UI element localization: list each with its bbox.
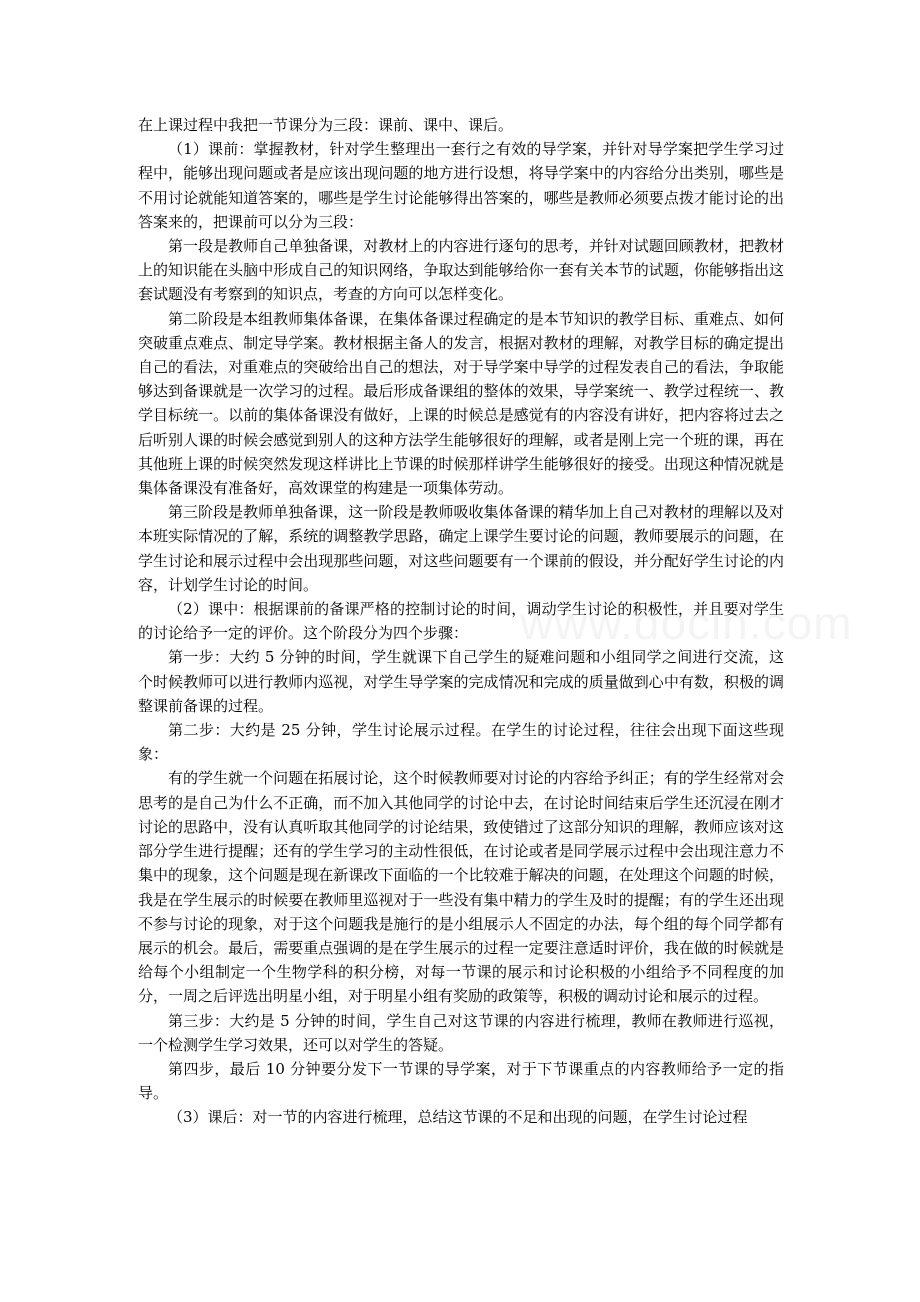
paragraph-intro: 在上课过程中我把一节课分为三段：课前、课中、课后。 bbox=[138, 116, 514, 134]
paragraph-stage-three: 第三阶段是教师单独备课，这一阶段是教师吸收集体备课的精华加上自己对教材的理解以及对本班实际情况的了解，系统的调整教学思路，确定上课学生要讨论的问题，教师要展示的问题，在学生讨论和展示过程中会出现那些问题，对这些问题要有一个课前的假设，并分配好学生讨论的内容，计划学生讨论的时间。 bbox=[138, 503, 784, 594]
paragraph-step-four: 第四步，最后 10 分钟要分发下一节课的导学案，对于下节课重点的内容教师给予一定的指导。 bbox=[138, 1059, 784, 1103]
paragraph-step-one: 第一步：大约 5 分钟的时间，学生就课下自己学生的疑难问题和小组同学之间进行交流，这个时候教师可以进行教师内巡视，对学生导学案的完成情况和完成的质量做到心中有数，积极的调整课前备课的过程。 bbox=[138, 648, 784, 715]
paragraph-step-three: 第三步：大约是 5 分钟的时间，学生自己对这节课的内容进行梳理，教师在教师进行巡视，一个检测学生学习效果，还可以对学生的答疑。 bbox=[138, 1011, 784, 1054]
paragraph-discussion-issues: 有的学生就一个问题在拓展讨论，这个时候教师要对讨论的内容给予纠正；有的学生经常对会思考的是自己为什么不正确，而不加入其他同学的讨论中去，在讨论时间结束后学生还沉浸在刚才讨论的思路中，没有认真听取其他同学的讨论结果，致使错过了这部分知识的理解，教师应该对这部分学生进行提醒；还有的学生学习的主动性很低，在讨论或者是同学展示过程中会出现注意力不集中的现象，这个问题是现在新课改下面临的一个比较难于解决的问题，在处理这个问题的时候，我是在学生展示的时候要在教师里巡视对于一些没有集中精力的学生及时的提醒；有的学生还出现不参与讨论的现象，对于这个问题我是施行的是小组展示人不固定的办法，每个组的每个同学都有展示的机会。最后，需要重点强调的是在学生展示的过程一定要注意适时评价，我在做的时候就是给每个小组制定一个生物学科的积分榜，对每一节课的展示和讨论积极的小组给予不同程度的加分，一周之后评选出明星小组，对于明星小组有奖励的政策等，积极的调动讨论和展示的过程。 bbox=[138, 769, 784, 1006]
document-body bbox=[138, 113, 784, 1130]
paragraph-stage-one: 第一段是教师自己单独备课，对教材上的内容进行逐句的思考，并针对试题回顾教材，把教材上的知识能在头脑中形成自己的知识网络，争取达到能够给你一套有关本节的试题，你能够指出这套试题没有考察到的知识点，考查的方向可以怎样变化。 bbox=[138, 237, 784, 304]
paragraph-step-two: 第二步：大约是 25 分钟，学生讨论展示过程。在学生的讨论过程，往往会出现下面这些现象： bbox=[138, 721, 784, 764]
paragraph-during-class: （2）课中：根据课前的备课严格的控制讨论的时间，调动学生讨论的积极性，并且要对学生的讨论给予一定的评价。这个阶段分为四个步骤： bbox=[138, 600, 784, 643]
paragraph-stage-two: 第二阶段是本组教师集体备课，在集体备课过程确定的是本节知识的教学目标、重难点、如何突破重点难点、制定导学案。教材根据主备人的发言，根据对教材的理解，对教学目标的确定提出自己的看法，对重难点的突破给出自己的想法，对于导学案中导学的过程发表自己的看法，争取能够达到备课就是一次学习的过程。最后形成备课组的整体的效果，导学案统一、教学过程统一、教学目标统一。以前的集体备课没有做好，上课的时候总是感觉有的内容没有讲好，把内容将过去之后听别人课的时候会感觉到别人的这种方法学生能够很好的理解，或者是刚上完一个班的课，再在其他班上课的时候突然发现这样讲比上节课的时候那样讲学生能够很好的接受。出现这种情况就是集体备课没有准备好，高效课堂的构建是一项集体劳动。 bbox=[138, 309, 784, 498]
paragraph-before-class: （1）课前：掌握教材，针对学生整理出一套行之有效的导学案，并针对导学案把学生学习过程中，能够出现问题或者是应该出现问题的地方进行设想，将导学案中的内容给分出类别，哪些是不用讨论就能知道答案的，哪些是学生讨论能够得出答案的，哪些是教师必须要点拨才能讨论的出答案来的，把课前可以分为三段： bbox=[138, 140, 784, 231]
paragraph-after-class: （3）课后：对一节的内容进行梳理，总结这节课的不足和出现的问题，在学生讨论过程 bbox=[168, 1108, 748, 1127]
